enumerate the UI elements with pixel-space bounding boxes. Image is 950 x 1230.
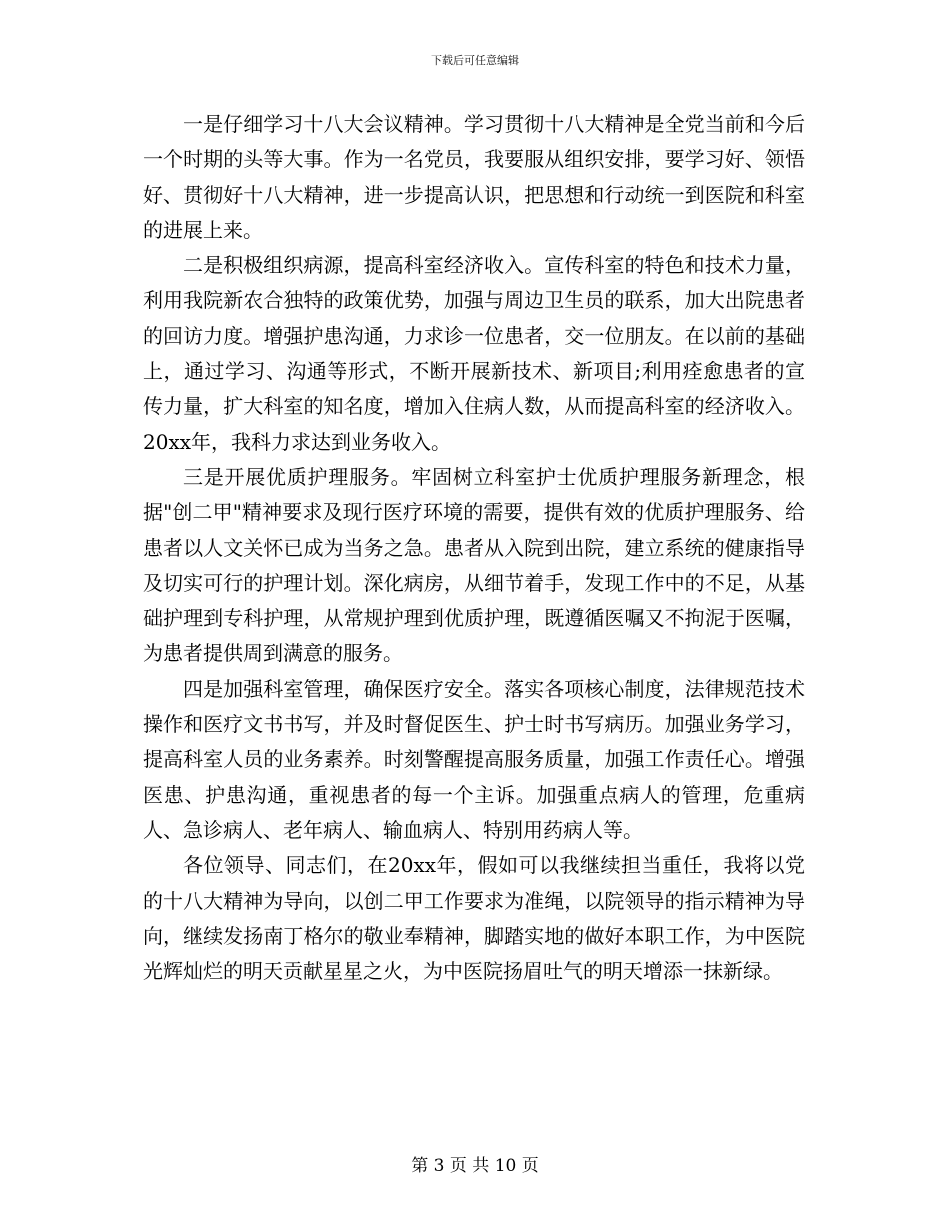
page-number-footer: 第 3 页 共 10 页 — [411, 1156, 539, 1176]
document-body — [143, 107, 805, 989]
paragraph-2: 二是积极组织病源，提高科室经济收入。宣传科室的特色和技术力量，利用我院新农合独特的政策优势，加强与周边卫生员的联系，加大出院患者的回访力度。增强护患沟通，力求诊一位患者，交一位朋友。在以前的基础上，通过学习、沟通等形式，不断开展新技术、新项目;利用痊愈患者的宣传力量，扩大科室的知名度，增加入住病人数，从而提高科室的经济收入。20xx年，我科力求达到业务收入。 — [143, 253, 805, 454]
paragraph-5: 各位领导、同志们，在20xx年，假如可以我继续担当重任，我将以党的十八大精神为导向，以创二甲工作要求为准绳，以院领导的指示精神为导向，继续发扬南丁格尔的敬业奉精神，脚踏实地的做好本职工作，为中医院光辉灿烂的明天贡献星星之火，为中医院扬眉吐气的明天增添一抹新绿。 — [143, 853, 805, 984]
paragraph-4: 四是加强科室管理，确保医疗安全。落实各项核心制度，法律规范技术操作和医疗文书书写，并及时督促医生、护士时书写病历。加强业务学习，提高科室人员的业务素养。时刻警醒提高服务质量，加强工作责任心。增强医患、护患沟通，重视患者的每一个主诉。加强重点病人的管理，危重病人、急诊病人、老年病人、输血病人、特别用药病人等。 — [143, 676, 805, 842]
page-header-note: 下载后可任意编辑 — [431, 54, 519, 67]
paragraph-3: 三是开展优质护理服务。牢固树立科室护士优质护理服务新理念，根据"创二甲"精神要求及现行医疗环境的需要，提供有效的优质护理服务、给患者以人文关怀已成为当务之急。患者从入院到出院，建立系统的健康指导及切实可行的护理计划。深化病房，从细节着手，发现工作中的不足，从基础护理到专科护理，从常规护理到优质护理，既遵循医嘱又不拘泥于医嘱，为患者提供周到满意的服务。 — [143, 464, 805, 666]
paragraph-1: 一是仔细学习十八大会议精神。学习贯彻十八大精神是全党当前和今后一个时期的头等大事。作为一名党员，我要服从组织安排，要学习好、领悟好、贯彻好十八大精神，进一步提高认识，把思想和行动统一到医院和科室的进展上来。 — [143, 112, 805, 242]
